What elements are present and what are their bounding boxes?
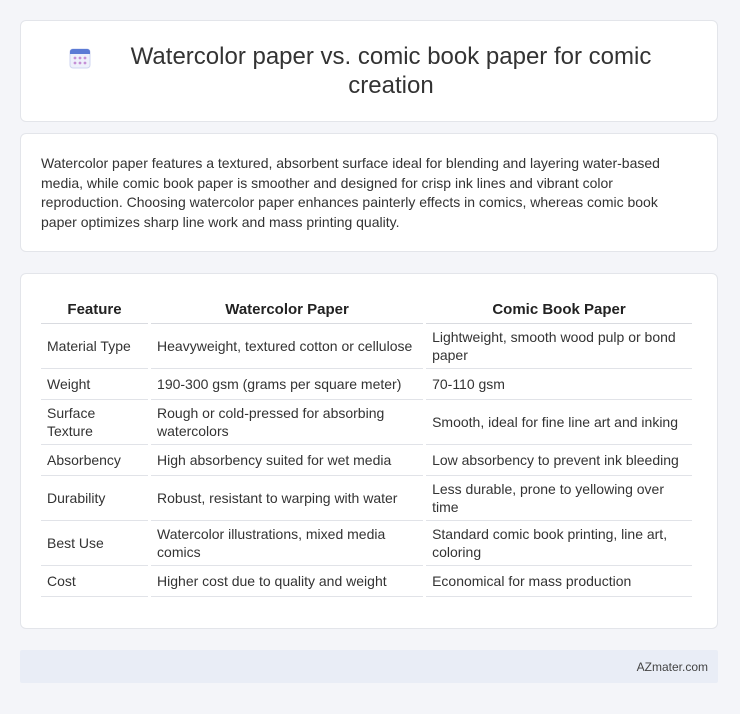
table-row (41, 369, 692, 400)
title-wrap (69, 42, 669, 100)
table-row (41, 445, 692, 476)
comic-cell: Low absorbency to prevent ink bleeding (426, 445, 692, 476)
feature-cell: Cost (41, 566, 148, 597)
watercolor-cell: 190-300 gsm (grams per square meter) (151, 369, 423, 400)
feature-cell: Surface Texture (41, 400, 148, 445)
footer-brand: AZmater.com (636, 659, 708, 674)
header-feature: Feature (41, 296, 148, 324)
feature-cell: Material Type (41, 324, 148, 369)
comic-cell: Less durable, prone to yellowing over time (426, 476, 692, 521)
page-title: Watercolor paper vs. comic book paper for comic creation (130, 43, 652, 99)
intro-paragraph: Watercolor paper features a textured, absorbent surface ideal for blending and layering water-based media, while comic book paper is smoother and designed for crisp ink lines and vibrant color reproduction. Choosing watercolor paper enhances painterly effects in comics, whereas comic book paper optimizes sharp line work and mass printing quality. (41, 155, 660, 230)
watercolor-cell: Heavyweight, textured cotton or cellulose (151, 324, 423, 369)
feature-cell: Durability (41, 476, 148, 521)
feature-cell: Best Use (41, 521, 148, 566)
comic-cell: Economical for mass production (426, 566, 692, 597)
header-comic-book-paper: Comic Book Paper (426, 296, 692, 324)
watercolor-cell: Higher cost due to quality and weight (151, 566, 423, 597)
table-row (41, 476, 692, 521)
intro-card (20, 133, 718, 252)
feature-cell: Weight (41, 369, 148, 400)
comic-cell: Lightweight, smooth wood pulp or bond paper (426, 324, 692, 369)
watercolor-cell: Rough or cold-pressed for absorbing watercolors (151, 400, 423, 445)
comic-cell: Standard comic book printing, line art, coloring (426, 521, 692, 566)
title-card (20, 20, 718, 122)
watercolor-cell: Watercolor illustrations, mixed media comics (151, 521, 423, 566)
calendar-icon (69, 47, 91, 69)
comparison-card (20, 273, 718, 629)
footer-bar (20, 650, 718, 683)
watercolor-cell: Robust, resistant to warping with water (151, 476, 423, 521)
table-row (41, 521, 692, 566)
comparison-table (38, 296, 695, 597)
comic-cell: 70-110 gsm (426, 369, 692, 400)
comic-cell: Smooth, ideal for fine line art and inking (426, 400, 692, 445)
feature-cell: Absorbency (41, 445, 148, 476)
table-row (41, 566, 692, 597)
table-header-row (41, 296, 692, 324)
watercolor-cell: High absorbency suited for wet media (151, 445, 423, 476)
table-row (41, 400, 692, 445)
header-watercolor-paper: Watercolor Paper (151, 296, 423, 324)
table-row (41, 324, 692, 369)
